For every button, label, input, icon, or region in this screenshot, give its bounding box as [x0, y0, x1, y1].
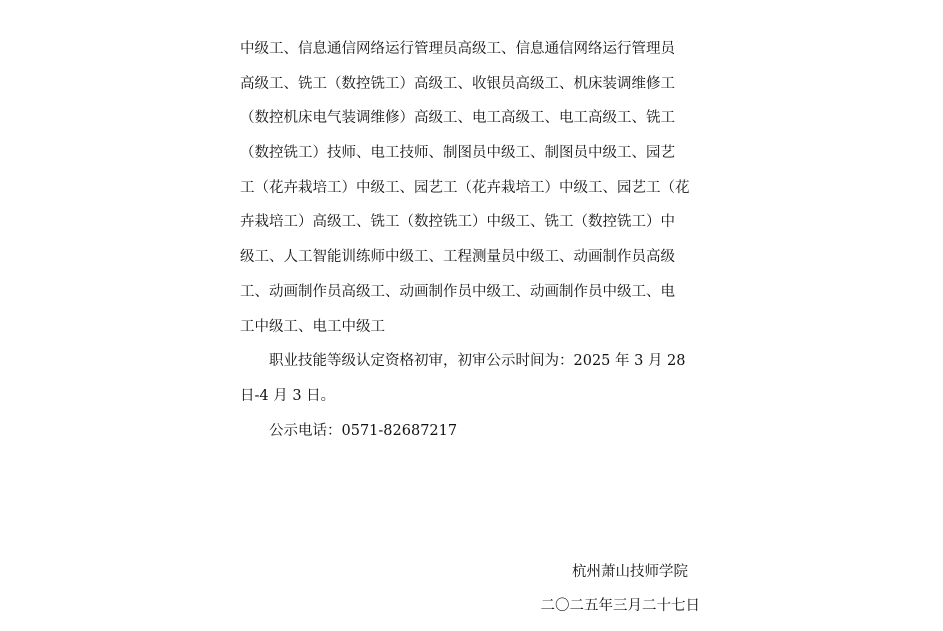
list-line: （数控铣工）技师、电工技师、制图员中级工、制图员中级工、园艺 — [240, 145, 675, 162]
list-line: 工中级工、电工中级工 — [240, 318, 385, 335]
list-line: 工、动画制作员高级工、动画制作员中级工、动画制作员中级工、电 — [240, 283, 675, 300]
contact-phone: 公示电话：0571-82687217 — [269, 422, 458, 439]
issuing-organization: 杭州萧山技师学院 — [572, 564, 688, 580]
document-body — [240, 32, 710, 448]
signature-block — [541, 555, 701, 623]
list-line: 卉栽培工）高级工、铣工（数控铣工）中级工、铣工（数控铣工）中 — [240, 214, 675, 231]
notice-paragraph-line-2: 日-4 月 3 日。 — [240, 387, 336, 404]
list-line: 工（花卉栽培工）中级工、园艺工（花卉栽培工）中级工、园艺工（花 — [240, 179, 690, 196]
list-line: 中级工、信息通信网络运行管理员高级工、信息通信网络运行管理员 — [240, 41, 675, 57]
list-line: 级工、人工智能训练师中级工、工程测量员中级工、动画制作员高级 — [240, 249, 675, 266]
issue-date: 二〇二五年三月二十七日 — [540, 598, 700, 614]
list-line: 高级工、铣工（数控铣工）高级工、收银员高级工、机床装调维修工 — [240, 75, 675, 92]
list-line: （数控机床电气装调维修）高级工、电工高级工、电工高级工、铣工 — [240, 110, 675, 127]
notice-paragraph-line-1: 职业技能等级认定资格初审，初审公示时间为：2025 年 3 月 28 — [269, 353, 686, 370]
